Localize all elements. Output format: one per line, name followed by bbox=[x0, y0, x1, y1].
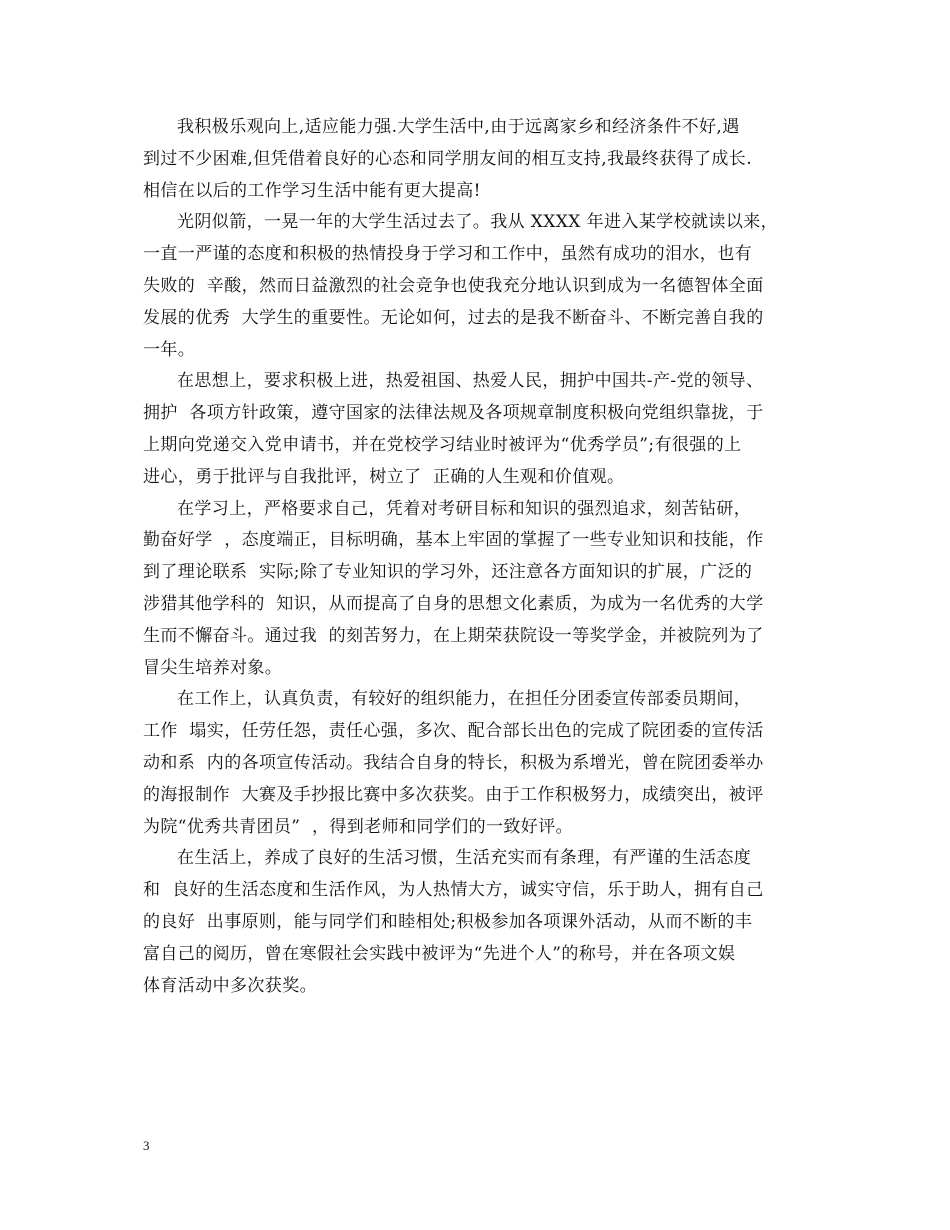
document-body bbox=[143, 112, 815, 1002]
text-line: 涉猎其他学科的 知识，从而提高了自身的思想文化素质，为成为一名优秀的大学 bbox=[143, 593, 764, 614]
page-number: 3 bbox=[143, 1138, 150, 1153]
text-line: 到了理论联系 实际;除了专业知识的学习外，还注意各方面知识的扩展，广泛的 bbox=[143, 562, 753, 583]
text-line: 进心，勇于批评与自我批评，树立了 正确的人生观和价值观。 bbox=[143, 466, 625, 487]
text-line: 相信在以后的工作学习生活中能有更大提高! bbox=[143, 180, 481, 201]
text-line: 富自己的阅历，曾在寒假社会实践中被评为“先进个人”的称号，并在各项文娱 bbox=[143, 943, 736, 964]
text-line: 在工作上，认真负责，有较好的组织能力，在担任分团委宣传部委员期间， bbox=[177, 689, 752, 710]
text-line: 在思想上，要求积极上进，热爱祖国、热爱人民，拥护中国共-产-党的领导、 bbox=[177, 371, 764, 392]
text-line: 的良好 出事原则，能与同学们和睦相处;积极参加各项课外活动，从而不断的丰 bbox=[143, 911, 753, 932]
text-line: 在生活上，养成了良好的生活习惯，生活充实而有条理，有严谨的生活态度 bbox=[177, 848, 752, 869]
text-line: 工作 塌实，任劳任怨，责任心强，多次、配合部长出色的完成了院团委的宣传活 bbox=[143, 721, 764, 742]
paragraph-1 bbox=[143, 112, 815, 207]
text-line: 为院“优秀共青团员” ，得到老师和同学们的一致好评。 bbox=[143, 816, 573, 837]
text-line: 一年。 bbox=[143, 339, 196, 360]
text-line: 我积极乐观向上,适应能力强.大学生活中,由于远离家乡和经济条件不好,遇 bbox=[177, 117, 740, 137]
text-line: 光阴似箭，一晃一年的大学生活过去了。我从 XXXX 年进入某学校就读以来， bbox=[177, 212, 779, 233]
text-line: 和 良好的生活态度和生活作风，为人热情大方，诚实守信，乐于助人，拥有自己 bbox=[143, 880, 764, 901]
text-line: 到过不少困难,但凭借着良好的心态和同学朋友间的相互支持,我最终获得了成长. bbox=[143, 148, 753, 169]
paragraph-2 bbox=[143, 207, 815, 366]
paragraph-6 bbox=[143, 843, 815, 1002]
text-line: 一直一严谨的态度和积极的热情投身于学习和工作中，虽然有成功的泪水，也有 bbox=[143, 244, 752, 265]
text-line: 动和系 内的各项宣传活动。我结合自身的特长，积极为系增光，曾在院团委举办 bbox=[143, 752, 764, 773]
text-line: 失败的 辛酸，然而日益激烈的社会竞争也使我充分地认识到成为一名德智体全面 bbox=[143, 275, 764, 296]
text-line: 的海报制作 大赛及手抄报比赛中多次获奖。由于工作积极努力，成绩突出，被评 bbox=[143, 784, 764, 805]
text-line: 发展的优秀 大学生的重要性。无论如何，过去的是我不断奋斗、不断完善自我的 bbox=[143, 307, 764, 328]
text-line: 拥护 各项方针政策，遵守国家的法律法规及各项规章制度积极向党组织靠拢，于 bbox=[143, 403, 764, 424]
text-line: 体育活动中多次获奖。 bbox=[143, 975, 317, 996]
paragraph-3 bbox=[143, 366, 815, 493]
paragraph-4 bbox=[143, 494, 815, 685]
text-line: 上期向党递交入党申请书，并在党校学习结业时被评为“优秀学员”;有很强的上 bbox=[143, 434, 742, 455]
text-line: 冒尖生培养对象。 bbox=[143, 657, 283, 678]
text-line: 在学习上，严格要求自己，凭着对考研目标和知识的强烈追求，刻苦钻研， bbox=[177, 498, 752, 519]
paragraph-5 bbox=[143, 684, 815, 843]
text-line: 勤奋好学 ，态度端正，目标明确，基本上牢固的掌握了一些专业知识和技能，作 bbox=[143, 530, 764, 551]
text-line: 生而不懈奋斗。通过我 的刻苦努力，在上期荣获院设一等奖学金，并被院列为了 bbox=[143, 625, 764, 646]
